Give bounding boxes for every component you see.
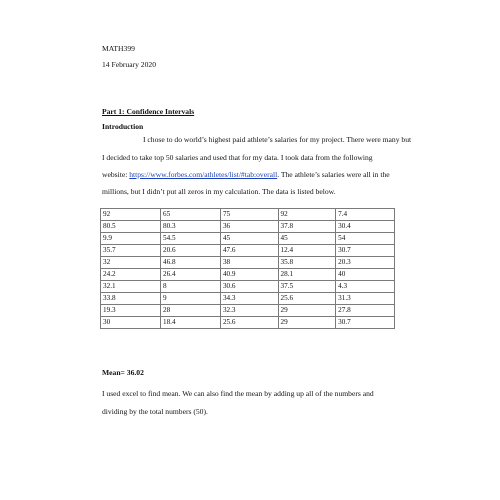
source-link[interactable]: https://www.forbes.com/athletes/list/#tab:overall — [129, 170, 278, 179]
table-cell: 32.3 — [220, 305, 278, 317]
table-cell: 38 — [220, 257, 278, 269]
table-cell: 25.6 — [220, 317, 278, 329]
table-row — [101, 317, 395, 329]
table-cell: 35.8 — [278, 257, 336, 269]
table-cell: 54.5 — [160, 233, 220, 245]
table-cell: 20.6 — [160, 245, 220, 257]
table-cell: 8 — [160, 281, 220, 293]
section-title: Part 1: Confidence Intervals — [102, 107, 195, 116]
table-cell: 32.1 — [101, 281, 161, 293]
mean-explanation-line: I used excel to find mean. We can also find the mean by adding up all of the numbers and — [102, 389, 374, 398]
table-cell: 9 — [160, 293, 220, 305]
table-cell: 47.6 — [220, 245, 278, 257]
table-row — [101, 209, 395, 221]
table-cell: 28.1 — [278, 269, 336, 281]
table-row — [101, 233, 395, 245]
table-cell: 92 — [101, 209, 161, 221]
table-cell: 19.3 — [101, 305, 161, 317]
paragraph-line: I chose to do world’s highest paid athlete’s salaries for my project. There were many but — [143, 135, 412, 144]
paragraph-line: I decided to take top 50 salaries and used that for my data. I took data from the following — [102, 153, 373, 162]
table-cell: 37.5 — [278, 281, 336, 293]
table-cell: 26.4 — [160, 269, 220, 281]
table-cell: 31.3 — [336, 293, 395, 305]
table-cell: 54 — [336, 233, 395, 245]
table-cell: 24.2 — [101, 269, 161, 281]
table-cell: 4.3 — [336, 281, 395, 293]
table-cell: 29 — [278, 317, 336, 329]
table-row — [101, 281, 395, 293]
table-cell: 30.4 — [336, 221, 395, 233]
table-row — [101, 305, 395, 317]
salary-table — [100, 208, 395, 329]
table-cell: 34.3 — [220, 293, 278, 305]
table-cell: 32 — [101, 257, 161, 269]
table-cell: 40 — [336, 269, 395, 281]
table-cell: 30 — [101, 317, 161, 329]
table-cell: 80.3 — [160, 221, 220, 233]
table-cell: 30.7 — [336, 317, 395, 329]
table-cell: 27.8 — [336, 305, 395, 317]
salary-table-body — [101, 209, 395, 329]
table-row — [101, 245, 395, 257]
table-cell: 30.7 — [336, 245, 395, 257]
table-cell: 18.4 — [160, 317, 220, 329]
table-cell: 9.9 — [101, 233, 161, 245]
table-cell: 25.6 — [278, 293, 336, 305]
table-cell: 45 — [278, 233, 336, 245]
paragraph-text: website: — [102, 170, 130, 179]
table-row — [101, 269, 395, 281]
course-label: MATH399 — [102, 44, 135, 53]
table-row — [101, 257, 395, 269]
table-cell: 12.4 — [278, 245, 336, 257]
table-cell: 80.5 — [101, 221, 161, 233]
table-cell: 75 — [220, 209, 278, 221]
date-label: 14 February 2020 — [102, 60, 156, 69]
table-row — [101, 221, 395, 233]
table-cell: 46.8 — [160, 257, 220, 269]
table-cell: 20.3 — [336, 257, 395, 269]
table-row — [101, 293, 395, 305]
paragraph-line: millions, but I didn’t put all zeros in my calculation. The data is listed below. — [102, 187, 336, 196]
table-cell: 35.7 — [101, 245, 161, 257]
table-cell: 29 — [278, 305, 336, 317]
table-cell: 40.9 — [220, 269, 278, 281]
table-cell: 65 — [160, 209, 220, 221]
table-cell: 37.8 — [278, 221, 336, 233]
table-cell: 7.4 — [336, 209, 395, 221]
table-cell: 28 — [160, 305, 220, 317]
mean-explanation-line: dividing by the total numbers (50). — [102, 407, 208, 416]
table-cell: 92 — [278, 209, 336, 221]
table-cell: 36 — [220, 221, 278, 233]
table-cell: 30.6 — [220, 281, 278, 293]
section-subtitle: Introduction — [102, 122, 144, 131]
table-cell: 33.8 — [101, 293, 161, 305]
table-cell: 45 — [220, 233, 278, 245]
mean-label: Mean= 36.02 — [102, 368, 144, 377]
paragraph-line — [102, 171, 390, 179]
paragraph-text: . The athlete’s salaries were all in the — [277, 170, 390, 179]
